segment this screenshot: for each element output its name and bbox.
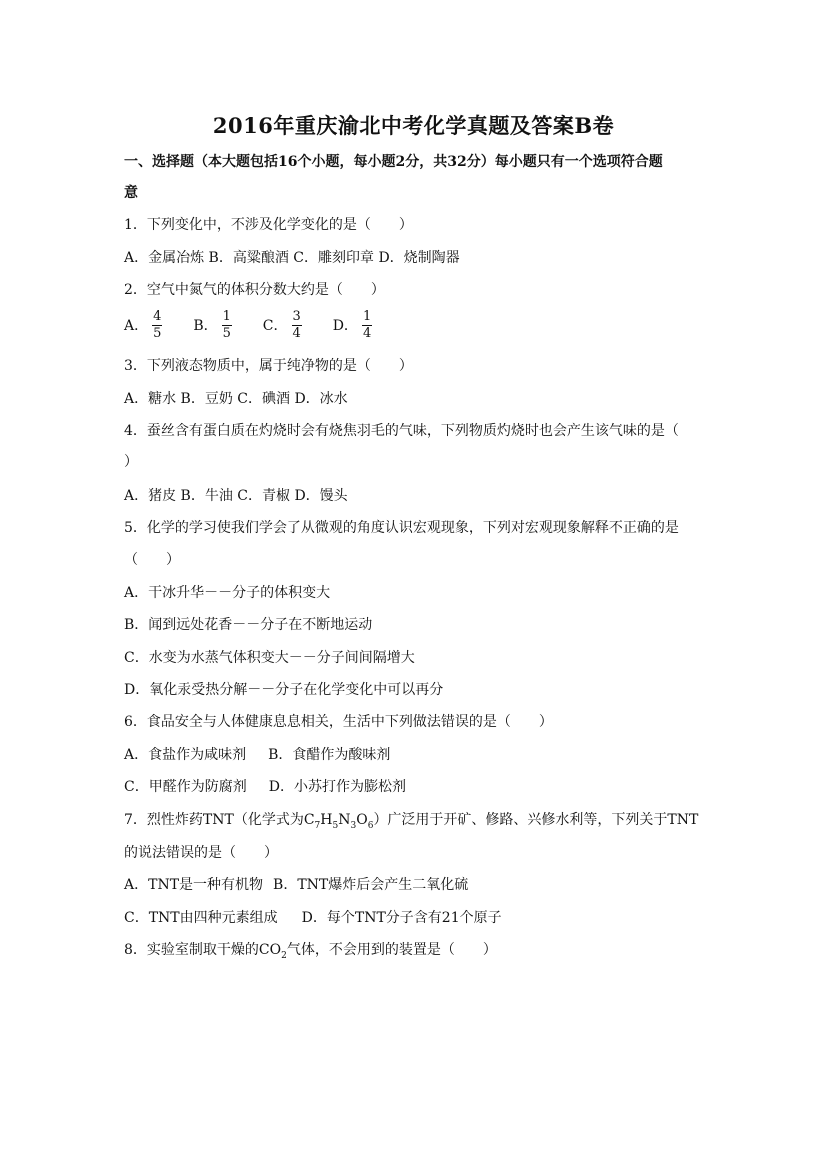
q2-option-b: B． $\frac{1}{5}$ (193, 309, 231, 341)
q6-option-b: B．食醋作为酸味剂 (268, 747, 391, 763)
q8-stem: 8．实验室制取干燥的$CO_2$气体，不会用到的装置是（ ） (124, 942, 497, 961)
q6-options-ab (124, 745, 390, 765)
q6-option-a: A．食盐作为咸味剂 (124, 747, 247, 763)
fraction: $\frac{1}{5}$ (222, 309, 231, 341)
q1-stem: 1．下列变化中，不涉及化学变化的是（ ） (124, 217, 413, 233)
q5-option-a: A．干冰升华－－分子的体积变大 (124, 585, 331, 601)
q7-option-b: B．TNT爆炸后会产生二氧化硫 (273, 877, 469, 893)
q5-option-d: D．氧化汞受热分解－－分子在化学变化中可以再分 (124, 682, 444, 698)
fraction: $\frac{3}{4}$ (292, 309, 301, 341)
section1-heading: 一、选择题（本大题包括16个小题，每小题2分，共32分）每小题只有一个选项符合题 (124, 154, 663, 170)
fraction: $\frac{4}{5}$ (153, 309, 162, 341)
q3-stem: 3．下列液态物质中，属于纯净物的是（ ） (124, 358, 413, 374)
q2-options (124, 310, 374, 341)
q5-option-b: B．闻到远处花香－－分子在不断地运动 (124, 617, 373, 633)
q2-option-c: C． $\frac{3}{4}$ (262, 309, 301, 341)
fraction: $\frac{1}{4}$ (362, 309, 372, 341)
q5-stem: 5．化学的学习使我们学会了从微观的角度认识宏观现象，下列对宏观现象解释不正确的是 (124, 520, 679, 536)
q1-options: A．金属冶炼 B．高粱酿酒 C．雕刻印章 D．烧制陶器 (124, 250, 460, 266)
q6-stem: 6．食品安全与人体健康息息相关，生活中下列做法错误的是（ ） (124, 714, 553, 730)
q7-options-ab (124, 875, 468, 895)
q7-stem: 7．烈性炸药TNT（化学式为$C_7H_5N_3O_6$）广泛用于开矿、修路、兴修水利等，下列关于TNT (124, 812, 699, 831)
q5-option-c: C．水变为水蒸气体积变大－－分子间间隔增大 (124, 650, 415, 666)
q7-stem-cont: 的说法错误的是（ ） (124, 845, 278, 861)
q5-stem-cont: （ ） (124, 552, 180, 568)
page-title: 2016年重庆渝北中考化学真题及答案B卷 (212, 113, 615, 138)
q7-option-c: C．TNT由四种元素组成 (124, 910, 278, 926)
q7-option-a: A．TNT是一种有机物 (124, 877, 264, 893)
q4-options: A．猪皮 B．牛油 C．青椒 D．馒头 (124, 488, 348, 504)
q3-options: A．糖水 B．豆奶 C．碘酒 D．冰水 (124, 391, 348, 407)
q2-stem: 2．空气中氮气的体积分数大约是（ ） (124, 282, 385, 298)
q6-option-d: D．小苏打作为膨松剂 (268, 779, 406, 795)
q2-option-a: A． $\frac{4}{5}$ (124, 309, 162, 341)
q6-option-c: C．甲醛作为防腐剂 (124, 779, 247, 795)
q4-stem: 4．蚕丝含有蛋白质在灼烧时会有烧焦羽毛的气味，下列物质灼烧时也会产生该气味的是（ (124, 423, 679, 439)
q7-options-cd (124, 908, 502, 928)
q6-options-cd (124, 777, 406, 797)
q7-option-d: D．每个TNT分子含有21个原子 (301, 910, 502, 926)
q2-option-d: D． $\frac{1}{4}$ (332, 309, 372, 341)
section1-heading-cont: 意 (124, 185, 138, 201)
q4-stem-cont: ） (124, 454, 138, 470)
